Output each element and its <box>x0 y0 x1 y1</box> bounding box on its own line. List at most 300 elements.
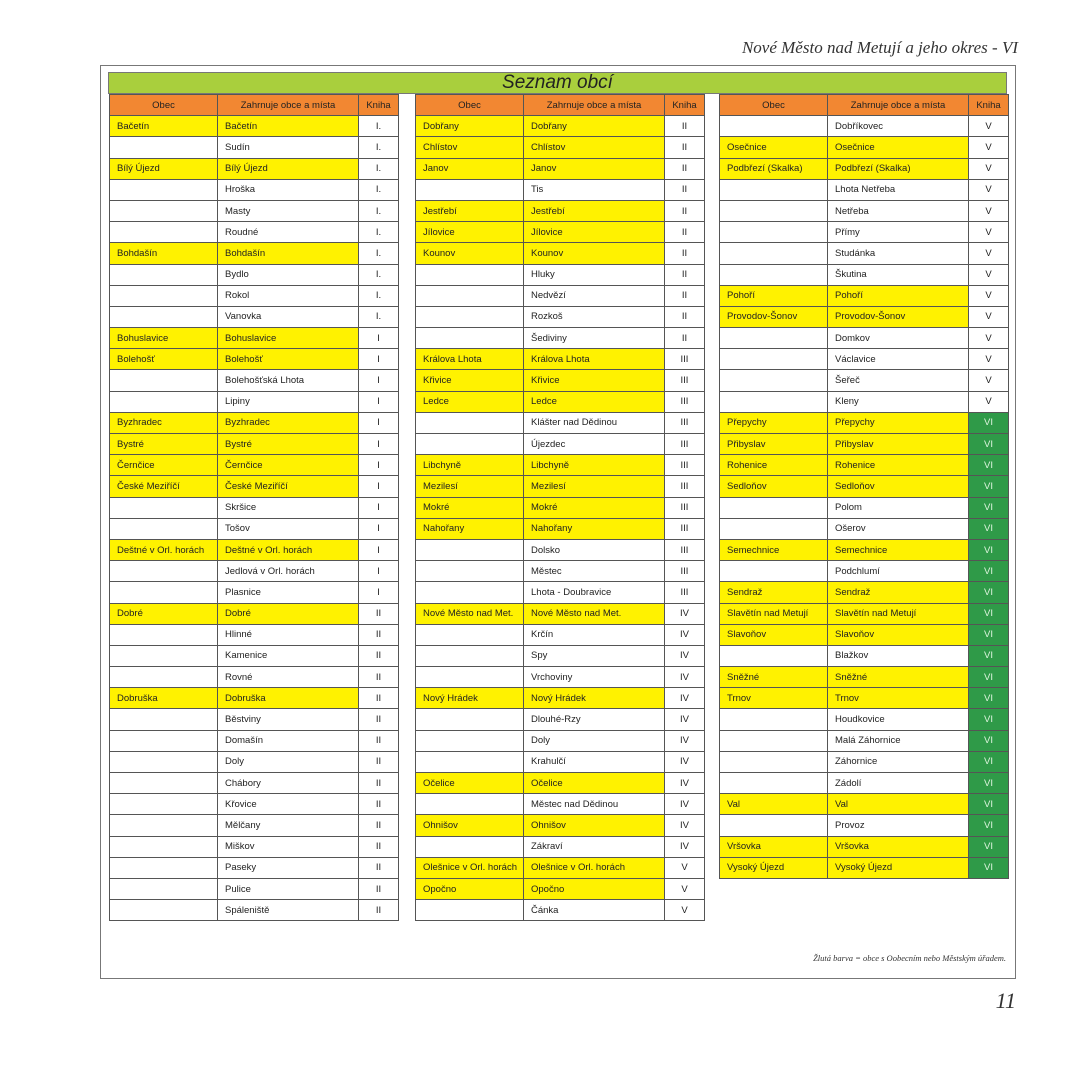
cell-obec <box>110 624 218 645</box>
cell-obec <box>416 624 524 645</box>
cell-obec <box>416 264 524 285</box>
table-row <box>416 900 705 921</box>
cell-zahrnuje: Chábory <box>218 773 359 794</box>
table-row <box>720 518 1009 539</box>
table-column-block-2 <box>415 94 705 921</box>
cell-zahrnuje: Trnov <box>828 688 969 709</box>
cell-obec: Ledce <box>416 391 524 412</box>
cell-zahrnuje: Bačetín <box>218 116 359 137</box>
cell-obec: Sendraž <box>720 582 828 603</box>
table-row <box>416 730 705 751</box>
cell-obec <box>110 878 218 899</box>
cell-obec: Janov <box>416 158 524 179</box>
cell-obec <box>720 391 828 412</box>
cell-obec <box>720 349 828 370</box>
cell-zahrnuje: Zádolí <box>828 773 969 794</box>
column-header: Obec <box>720 95 828 116</box>
table-row <box>720 497 1009 518</box>
cell-zahrnuje: Bystré <box>218 434 359 455</box>
cell-zahrnuje: Dlouhé-Rzy <box>524 709 665 730</box>
cell-kniha: VI <box>969 603 1009 624</box>
cell-obec <box>416 434 524 455</box>
cell-kniha: I. <box>359 200 399 221</box>
header-row <box>720 95 1009 116</box>
cell-kniha: I. <box>359 179 399 200</box>
cell-kniha: V <box>665 857 705 878</box>
table-row <box>416 434 705 455</box>
table-row <box>720 476 1009 497</box>
cell-kniha: I <box>359 328 399 349</box>
cell-kniha: I. <box>359 137 399 158</box>
cell-kniha: II <box>359 624 399 645</box>
cell-zahrnuje: Deštné v Orl. horách <box>218 539 359 560</box>
cell-zahrnuje: Lhota Netřeba <box>828 179 969 200</box>
cell-kniha: IV <box>665 603 705 624</box>
cell-kniha: V <box>969 391 1009 412</box>
table-row <box>110 518 399 539</box>
cell-obec <box>720 370 828 391</box>
cell-kniha: V <box>969 137 1009 158</box>
table-row <box>416 243 705 264</box>
cell-obec <box>720 751 828 772</box>
table-row <box>416 751 705 772</box>
cell-kniha: IV <box>665 751 705 772</box>
cell-kniha: IV <box>665 645 705 666</box>
cell-obec: Vysoký Újezd <box>720 857 828 878</box>
cell-obec <box>110 497 218 518</box>
cell-zahrnuje: Pohoří <box>828 285 969 306</box>
cell-obec <box>110 794 218 815</box>
table-row <box>720 306 1009 327</box>
cell-obec: Ohnišov <box>416 815 524 836</box>
cell-zahrnuje: Dobříkovec <box>828 116 969 137</box>
cell-zahrnuje: Dobřany <box>524 116 665 137</box>
cell-zahrnuje: Ošerov <box>828 518 969 539</box>
cell-kniha: IV <box>665 667 705 688</box>
table-row <box>416 518 705 539</box>
cell-obec <box>416 900 524 921</box>
cell-zahrnuje: Jestřebí <box>524 200 665 221</box>
table-row <box>416 836 705 857</box>
cell-kniha: II <box>665 179 705 200</box>
cell-zahrnuje: Šeřeč <box>828 370 969 391</box>
cell-kniha: II <box>665 306 705 327</box>
cell-obec: Černčice <box>110 455 218 476</box>
cell-obec: Bolehošť <box>110 349 218 370</box>
table-row <box>110 539 399 560</box>
cell-obec <box>720 709 828 730</box>
table-row <box>110 476 399 497</box>
cell-kniha: V <box>969 306 1009 327</box>
table-row <box>416 349 705 370</box>
cell-zahrnuje: Sedloňov <box>828 476 969 497</box>
cell-kniha: II <box>359 773 399 794</box>
table-row <box>720 158 1009 179</box>
cell-obec: Přepychy <box>720 412 828 433</box>
cell-obec: Vršovka <box>720 836 828 857</box>
table-row <box>416 306 705 327</box>
table-row <box>416 476 705 497</box>
cell-zahrnuje: Václavice <box>828 349 969 370</box>
table-row <box>110 582 399 603</box>
cell-zahrnuje: Blažkov <box>828 645 969 666</box>
cell-obec <box>720 773 828 794</box>
cell-zahrnuje: Jílovice <box>524 222 665 243</box>
cell-zahrnuje: Vysoký Újezd <box>828 857 969 878</box>
cell-obec: Přibyslav <box>720 434 828 455</box>
cell-zahrnuje: Tošov <box>218 518 359 539</box>
cell-obec: České Meziříčí <box>110 476 218 497</box>
cell-kniha: I <box>359 412 399 433</box>
cell-kniha: VI <box>969 857 1009 878</box>
cell-obec: Mezilesí <box>416 476 524 497</box>
table-row <box>110 222 399 243</box>
cell-zahrnuje: Spy <box>524 645 665 666</box>
cell-obec: Bačetín <box>110 116 218 137</box>
cell-kniha: VI <box>969 667 1009 688</box>
cell-zahrnuje: Byzhradec <box>218 412 359 433</box>
cell-kniha: II <box>359 645 399 666</box>
cell-obec <box>110 582 218 603</box>
column-header: Kniha <box>969 95 1009 116</box>
cell-zahrnuje: Klášter nad Dědinou <box>524 412 665 433</box>
cell-obec <box>416 539 524 560</box>
cell-zahrnuje: Černčice <box>218 455 359 476</box>
cell-obec <box>720 328 828 349</box>
cell-kniha: VI <box>969 624 1009 645</box>
table-row <box>110 730 399 751</box>
table-row <box>110 688 399 709</box>
cell-zahrnuje: Podchlumí <box>828 561 969 582</box>
table-row <box>110 328 399 349</box>
cell-kniha: III <box>665 539 705 560</box>
cell-kniha: III <box>665 561 705 582</box>
cell-zahrnuje: Dobruška <box>218 688 359 709</box>
cell-kniha: II <box>665 328 705 349</box>
table-row <box>720 603 1009 624</box>
cell-obec: Králova Lhota <box>416 349 524 370</box>
table-row <box>110 264 399 285</box>
cell-zahrnuje: Domkov <box>828 328 969 349</box>
cell-kniha: I. <box>359 264 399 285</box>
cell-obec <box>110 857 218 878</box>
cell-kniha: II <box>359 667 399 688</box>
cell-zahrnuje: Netřeba <box>828 200 969 221</box>
cell-zahrnuje: Janov <box>524 158 665 179</box>
cell-zahrnuje: Val <box>828 794 969 815</box>
table-row <box>416 116 705 137</box>
cell-kniha: I <box>359 455 399 476</box>
cell-obec <box>416 306 524 327</box>
cell-obec: Bystré <box>110 434 218 455</box>
table-row <box>110 306 399 327</box>
cell-obec: Byzhradec <box>110 412 218 433</box>
table-row <box>416 497 705 518</box>
table-row <box>110 285 399 306</box>
cell-zahrnuje: Opočno <box>524 878 665 899</box>
cell-zahrnuje: Spáleniště <box>218 900 359 921</box>
cell-kniha: II <box>665 264 705 285</box>
cell-kniha: I <box>359 497 399 518</box>
cell-obec <box>720 116 828 137</box>
cell-obec <box>416 794 524 815</box>
table-row <box>110 349 399 370</box>
cell-obec: Olešnice v Orl. horách <box>416 857 524 878</box>
cell-obec <box>416 709 524 730</box>
cell-obec: Provodov-Šonov <box>720 306 828 327</box>
cell-obec: Jestřebí <box>416 200 524 221</box>
cell-kniha: II <box>359 730 399 751</box>
cell-kniha: V <box>969 222 1009 243</box>
cell-zahrnuje: Nahořany <box>524 518 665 539</box>
cell-obec: Dobré <box>110 603 218 624</box>
cell-kniha: II <box>359 709 399 730</box>
cell-kniha: I. <box>359 243 399 264</box>
cell-obec: Chlístov <box>416 137 524 158</box>
cell-kniha: V <box>969 328 1009 349</box>
column-header: Zahrnuje obce a místa <box>524 95 665 116</box>
cell-obec <box>720 561 828 582</box>
cell-kniha: I <box>359 476 399 497</box>
cell-zahrnuje: Vanovka <box>218 306 359 327</box>
table-row <box>110 645 399 666</box>
table-row <box>416 137 705 158</box>
cell-kniha: V <box>969 243 1009 264</box>
cell-obec <box>720 179 828 200</box>
cell-kniha: V <box>969 349 1009 370</box>
cell-kniha: VI <box>969 836 1009 857</box>
table-row <box>720 773 1009 794</box>
cell-zahrnuje: Mělčany <box>218 815 359 836</box>
cell-obec <box>110 200 218 221</box>
cell-kniha: III <box>665 370 705 391</box>
cell-kniha: IV <box>665 730 705 751</box>
cell-obec: Slavoňov <box>720 624 828 645</box>
cell-obec <box>110 370 218 391</box>
cell-kniha: VI <box>969 709 1009 730</box>
cell-kniha: VI <box>969 455 1009 476</box>
cell-kniha: V <box>969 370 1009 391</box>
cell-zahrnuje: Domašín <box>218 730 359 751</box>
cell-kniha: V <box>969 158 1009 179</box>
cell-zahrnuje: Olešnice v Orl. horách <box>524 857 665 878</box>
table-row <box>110 709 399 730</box>
table-row <box>110 561 399 582</box>
table-row <box>416 412 705 433</box>
table-row <box>720 857 1009 878</box>
cell-zahrnuje: Rovné <box>218 667 359 688</box>
cell-kniha: VI <box>969 815 1009 836</box>
cell-obec: Deštné v Orl. horách <box>110 539 218 560</box>
cell-obec <box>416 730 524 751</box>
cell-kniha: II <box>665 137 705 158</box>
cell-zahrnuje: Běstviny <box>218 709 359 730</box>
table-row <box>720 751 1009 772</box>
cell-obec <box>720 200 828 221</box>
table-row <box>110 857 399 878</box>
cell-obec: Osečnice <box>720 137 828 158</box>
cell-zahrnuje: Roudné <box>218 222 359 243</box>
table-row <box>720 561 1009 582</box>
table-row <box>416 222 705 243</box>
cell-kniha: III <box>665 518 705 539</box>
cell-obec <box>110 306 218 327</box>
cell-zahrnuje: Hluky <box>524 264 665 285</box>
cell-obec: Val <box>720 794 828 815</box>
cell-kniha: II <box>359 900 399 921</box>
cell-obec <box>416 582 524 603</box>
table-row <box>416 264 705 285</box>
cell-zahrnuje: Lipiny <box>218 391 359 412</box>
table-row <box>416 645 705 666</box>
cell-zahrnuje: Bohdašín <box>218 243 359 264</box>
cell-zahrnuje: Dobré <box>218 603 359 624</box>
cell-obec <box>720 730 828 751</box>
table-title: Seznam obcí <box>108 72 1007 94</box>
cell-kniha: VI <box>969 539 1009 560</box>
cell-kniha: IV <box>665 624 705 645</box>
cell-kniha: VI <box>969 476 1009 497</box>
table-row <box>720 391 1009 412</box>
cell-zahrnuje: Malá Záhornice <box>828 730 969 751</box>
column-header: Kniha <box>665 95 705 116</box>
cell-zahrnuje: Sendraž <box>828 582 969 603</box>
cell-zahrnuje: Provoz <box>828 815 969 836</box>
cell-zahrnuje: Libchyně <box>524 455 665 476</box>
cell-zahrnuje: Nové Město nad Met. <box>524 603 665 624</box>
cell-zahrnuje: Očelice <box>524 773 665 794</box>
cell-zahrnuje: Ohnišov <box>524 815 665 836</box>
table-row <box>720 328 1009 349</box>
cell-zahrnuje: Vrchoviny <box>524 667 665 688</box>
cell-zahrnuje: Lhota - Doubravice <box>524 582 665 603</box>
table-row <box>110 158 399 179</box>
cell-zahrnuje: Ledce <box>524 391 665 412</box>
cell-kniha: II <box>665 285 705 306</box>
table-row <box>720 624 1009 645</box>
table-row <box>720 243 1009 264</box>
cell-zahrnuje: Přepychy <box>828 412 969 433</box>
table-row <box>720 222 1009 243</box>
cell-kniha: I. <box>359 306 399 327</box>
page-header: Nové Město nad Metují a jeho okres - VI <box>741 38 1018 57</box>
cell-zahrnuje: Křovice <box>218 794 359 815</box>
cell-zahrnuje: Bílý Újezd <box>218 158 359 179</box>
cell-zahrnuje: Hroška <box>218 179 359 200</box>
cell-kniha: IV <box>665 688 705 709</box>
cell-kniha: II <box>665 222 705 243</box>
cell-zahrnuje: Městec <box>524 561 665 582</box>
cell-kniha: I. <box>359 222 399 243</box>
cell-obec <box>110 900 218 921</box>
table-row <box>416 285 705 306</box>
cell-obec <box>110 751 218 772</box>
table-row <box>720 582 1009 603</box>
table-row <box>720 815 1009 836</box>
cell-obec: Jílovice <box>416 222 524 243</box>
cell-kniha: III <box>665 391 705 412</box>
cell-zahrnuje: Osečnice <box>828 137 969 158</box>
cell-kniha: I. <box>359 116 399 137</box>
cell-kniha: III <box>665 476 705 497</box>
cell-obec: Sněžné <box>720 667 828 688</box>
cell-kniha: V <box>969 116 1009 137</box>
cell-obec <box>110 179 218 200</box>
cell-obec <box>720 518 828 539</box>
cell-zahrnuje: Kleny <box>828 391 969 412</box>
table-row <box>110 794 399 815</box>
cell-zahrnuje: Provodov-Šonov <box>828 306 969 327</box>
cell-kniha: VI <box>969 561 1009 582</box>
cell-obec <box>110 815 218 836</box>
table-row <box>110 603 399 624</box>
cell-obec <box>110 285 218 306</box>
cell-zahrnuje: Zákraví <box>524 836 665 857</box>
cell-zahrnuje: Čánka <box>524 900 665 921</box>
table-row <box>416 815 705 836</box>
cell-zahrnuje: Slavětín nad Metují <box>828 603 969 624</box>
cell-kniha: I <box>359 539 399 560</box>
table-row <box>110 137 399 158</box>
cell-kniha: I <box>359 582 399 603</box>
cell-kniha: III <box>665 582 705 603</box>
table-row <box>110 773 399 794</box>
cell-obec <box>110 836 218 857</box>
cell-obec <box>110 264 218 285</box>
cell-zahrnuje: Doly <box>524 730 665 751</box>
table-row <box>720 434 1009 455</box>
cell-obec <box>110 645 218 666</box>
table-row <box>110 455 399 476</box>
cell-zahrnuje: Masty <box>218 200 359 221</box>
table-row <box>110 900 399 921</box>
table-row <box>416 773 705 794</box>
table-row <box>110 751 399 772</box>
cell-obec: Nahořany <box>416 518 524 539</box>
cell-zahrnuje: Mezilesí <box>524 476 665 497</box>
column-header: Obec <box>110 95 218 116</box>
cell-kniha: V <box>969 179 1009 200</box>
cell-kniha: III <box>665 412 705 433</box>
cell-kniha: II <box>359 836 399 857</box>
table-row <box>110 391 399 412</box>
cell-obec: Kounov <box>416 243 524 264</box>
table-row <box>110 200 399 221</box>
cell-kniha: VI <box>969 730 1009 751</box>
table-row <box>110 836 399 857</box>
cell-obec <box>110 518 218 539</box>
cell-kniha: I <box>359 349 399 370</box>
cell-obec <box>416 645 524 666</box>
cell-obec: Trnov <box>720 688 828 709</box>
cell-zahrnuje: Bohuslavice <box>218 328 359 349</box>
table-row <box>720 116 1009 137</box>
table-row <box>416 179 705 200</box>
cell-zahrnuje: Studánka <box>828 243 969 264</box>
cell-kniha: I. <box>359 158 399 179</box>
cell-obec <box>110 709 218 730</box>
cell-zahrnuje: Semechnice <box>828 539 969 560</box>
table-row <box>110 243 399 264</box>
table-row <box>416 561 705 582</box>
table-row <box>416 857 705 878</box>
table-row <box>720 370 1009 391</box>
cell-kniha: I <box>359 561 399 582</box>
cell-kniha: VI <box>969 412 1009 433</box>
cell-kniha: III <box>665 497 705 518</box>
cell-zahrnuje: Dolsko <box>524 539 665 560</box>
cell-kniha: I. <box>359 285 399 306</box>
